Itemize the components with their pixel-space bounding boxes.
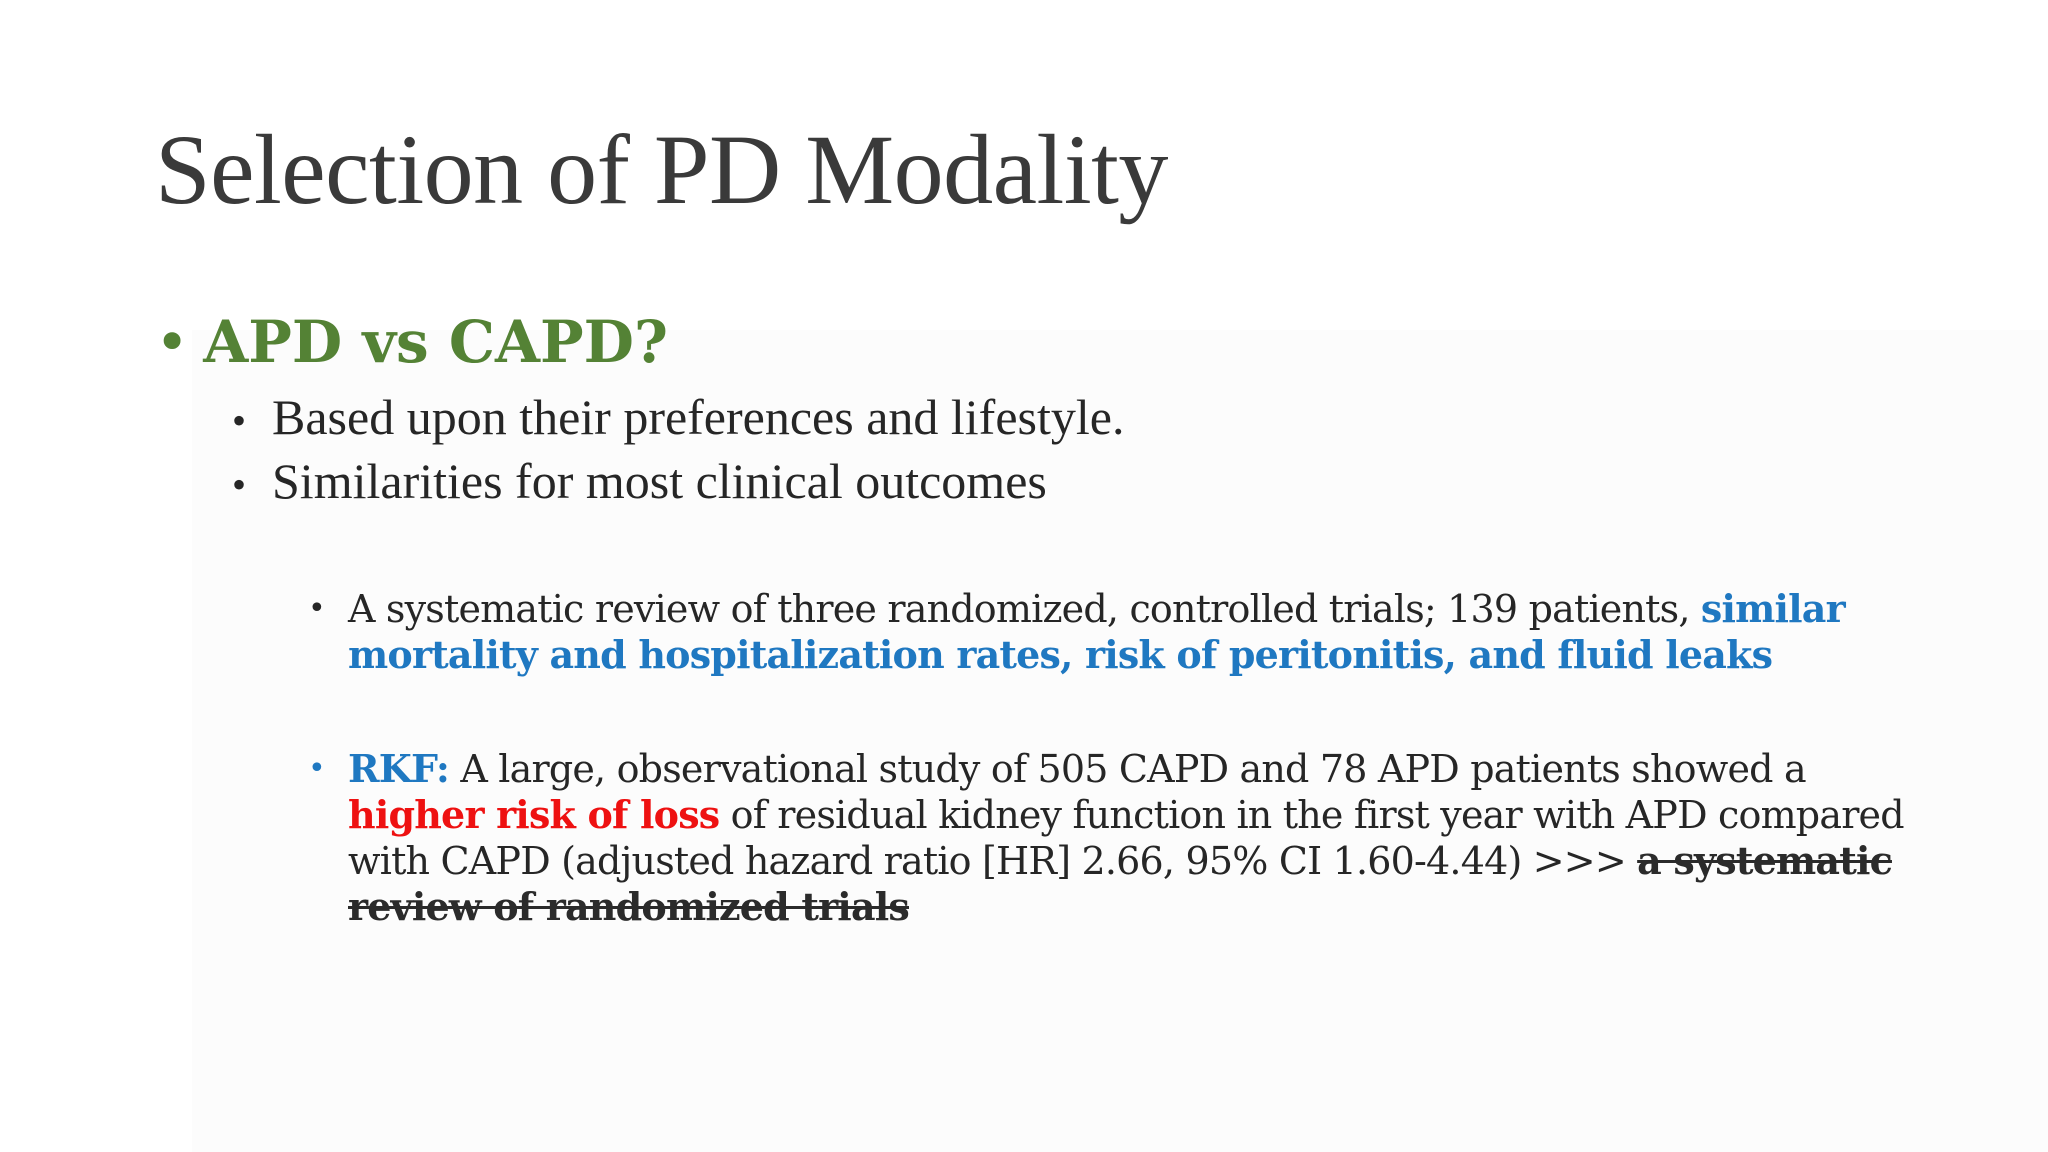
bullet-text: Based upon their preferences and lifestyle. — [272, 389, 1125, 445]
similar-outcomes-highlight: similar mortality and hospitalization rates, risk of peritonitis, and fluid leaks — [348, 586, 1845, 677]
bullet-marker: • — [308, 591, 325, 626]
bullet-marker: • — [155, 308, 190, 376]
bullet-apd-vs-capd — [155, 306, 668, 378]
struck-text: a systematic review of randomized trials — [348, 838, 1892, 929]
higher-risk-highlight: higher risk of loss — [348, 792, 720, 837]
bullet-text: APD vs CAPD? — [203, 308, 668, 376]
slide-title: Selection of PD Modality — [155, 114, 1168, 225]
bullet-text: Similarities for most clinical outcomes — [272, 453, 1047, 509]
bullet-marker: • — [232, 462, 247, 507]
rkf-label: RKF: — [348, 746, 450, 791]
rkf-text-1: A large, observational study of 505 CAPD and 78 APD patients showed a — [449, 747, 1806, 791]
bullet-preferences — [232, 386, 1124, 452]
rkf-text-2: of residual kidney function in the first year with APD compared with CAPD (adjusted hazard ratio [HR] 2.66, 95% CI 1.60-4.44) >>> — [348, 793, 1904, 883]
bullet-similarities — [232, 450, 1047, 516]
review-text: A systematic review of three randomized, controlled trials; 139 patients, — [348, 587, 1701, 631]
bullet-marker: • — [308, 751, 325, 786]
bullet-body — [348, 586, 1928, 678]
bullet-body — [348, 746, 1928, 930]
bullet-marker: • — [232, 398, 247, 443]
